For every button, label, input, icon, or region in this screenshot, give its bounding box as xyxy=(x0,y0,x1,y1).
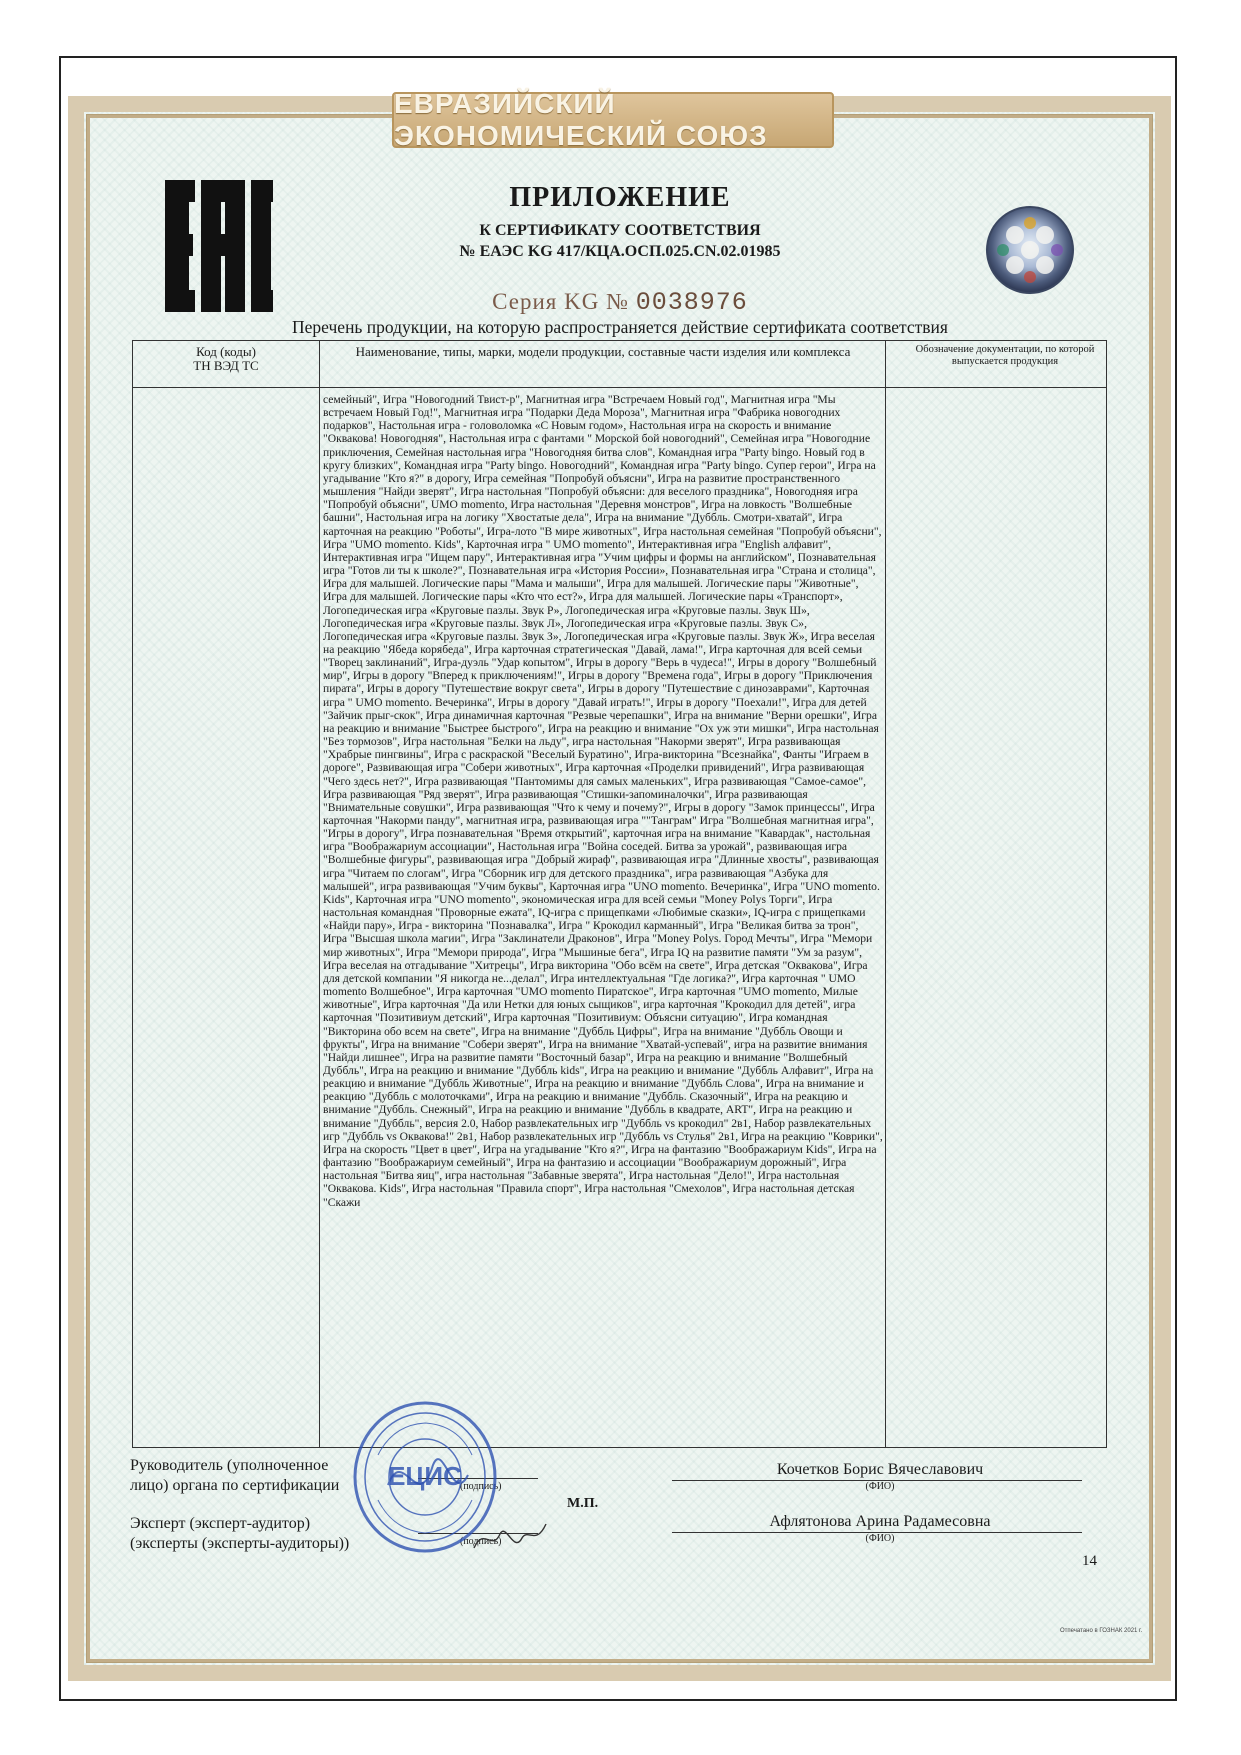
signature-caption: (подпись) xyxy=(460,1481,502,1492)
head-label: Руководитель (уполноченное лицо) органа по сертификации xyxy=(130,1457,340,1494)
document-subtitle: К СЕРТИФИКАТУ СООТВЕТСТВИЯ xyxy=(479,222,761,239)
expert-name: Афлятонова Арина Радамесовна xyxy=(769,1513,991,1530)
name-caption: (ФИО) xyxy=(865,1533,895,1544)
signature-caption: (подпись) xyxy=(460,1536,502,1547)
header-documentation: Обозначение документации, по которой выпускается продукция xyxy=(915,344,1095,367)
expert-label: Эксперт (эксперт-аудитор) (эксперты (эксперты-аудиторы)) xyxy=(130,1515,350,1552)
page-number: 14 xyxy=(1082,1553,1097,1569)
series-label: Серия KG № xyxy=(492,289,630,314)
header-divider xyxy=(133,387,1106,388)
products-table xyxy=(132,340,1107,1448)
hologram-seal-icon xyxy=(985,205,1075,295)
printer-note: Отпечатано в ГОЗНАК 2021 г. xyxy=(1060,1628,1143,1634)
series-value: 0038976 xyxy=(635,288,748,317)
column-divider xyxy=(319,341,320,1447)
product-list-text: семейный", Игра "Новогодний Твист-р", Магнитная игра "Встречаем Новый год", Магнитная игра "Мы встречаем Новый Год!", Магнитная игра "Подарки Деда Мороза", Магнитная игра "Фабрика новогодних подарков", Настольная игра - головоломка «С Новым годом», Настольная игра на скорость и внимание "Оквакова! Новогодняя", Настольная игра с фантами " Морской бой новогодний", Семейная игра "Новогодние приключения, Семейная настольная игра "Новогодняя битва слов", Командная игра "Party bingo. Новый год в кругу близких", Командная игра "Party bingo. Новогодний", Командная игра "Party bingo. Супер герои", Игра на угадывание "Кто я?" в дорогу, Игра семейная "Попробуй объясни", Игра на развитие пространственного мышления "Найди зверят", Игра настольная "Попробуй объясни: для веселого праздника", Новогодняя игра "Попробуй объясни", UMO momento, Игра настольная "Деревня монстров", Игра на ловкость "Волшебные башни", Настольная игра на логику "Хвостатые дела", Игра на внимание "Дуббль. Смотри-хватай", Игра карточная на реакцию "Роботы", Игра-лото "В мире животных", Игра настольная семейная "Попробуй объясни", Игра "UMO momento. Kids", Карточная игра " UMO momento", Интерактивная игра "English алфавит", Интерактивная игра "Ищем пару", Интерактивная игра "Учим цифры и формы на английском", Познавательная игра "Готов ли ты к школе?", Познавательная игра «История России», Познавательная игра "Страна и столица", Игра для малышей. Логические пары "Мама и малыши", Игра для малышей. Логические пары "Животные", Игра для малышей. Логические пары «Кто что ест?», Игра для малышей. Логические пары «Транспорт», Логопедическая игра «Круговые пазлы. Звук Р», Логопедическая игра «Круговые пазлы. Звук Ш», Логопедическая игра «Круговые пазлы. Звук Л», Логопедическая игра «Круговые пазлы. Звук С», Логопедическая игра «Круговые пазлы. Звук З», Логопедическая игра «Круговые пазлы. Звук Ж», Игра веселая на реакцию "Ябеда корябеда", Игра карточная стратегическая "Давай, лама!", Игра карточная для всей семьи "Творец заклинаний", Игра-дуэль "Удар копытом", Игры в дорогу "Верь в чудеса!", Игры в дорогу "Волшебный мир", Игры в дорогу "Вперед к приключениям!", Игры в дорогу "Времена года", Игры в дорогу "Приключения пирата", Игры в дорогу "Путешествие вокруг света", Игры в дорогу "Путешествие с динозаврами", Карточная игра " UMO momento. Вечеринка", Игры в дорогу "Давай играть!", Игры в дорогу "Поехали!", Игра для детей "Зайчик прыг-скок", Игра динамичная карточная "Резвые черепашки", Игра на внимание "Верни орешки", Игра на реакцию и внимание "Быстрее быстрого", Игра на реакцию и внимание "Ох уж эти мишки", Игра настольная "Без тормозов", Игра настольная "Белки на льду", игра настольная "Накорми зверят", Игра развивающая "Храбрые пингвины", Игра с раскраской "Веселый Буратино", Игра-викторина "Всезнайка", Фанты "Играем в дороге", Развивающая игра "Собери животных", Игра карточная «Проделки привидений", Игра развивающая "Чего здесь нет?", Игра развивающая "Пантомимы для самых маленьких", Игра развивающая "Самое-самое", Игра развивающая "Ряд зверят", Игра развивающая "Стишки-запоминалочки", Игра развивающая "Внимательные совушки", Игра развивающая "Что к чему и почему?", Игры в дорогу "Замок принцессы", Игра карточная "Накорми панду", магнитная игра, развивающая игра ""Танграм" Игра "Волшебная магнитная игра", "Игры в дорогу", Игра познавательная "Время открытий", карточная игра на внимание "Кавардак", настольная игра "Воображариум ассоциации", Настольная игра "Война соседей. Битва за урожай", развивающая игра "Волшебные фигуры", развивающая игра "Добрый жираф", развивающая игра "Длинные хвосты", развивающая игра "Читаем по слогам", Игра "Сборник игр для детского праздника", игра развивающая "Азбука для малышей", игра развивающая "Учим буквы", Карточная игра "UNO momento. Вечеринка", Игра "UNO momento. Kids", Карточная игра "UNO momento", экономическая игра для всей семьи "Money Polys Торги", Игра настольная командная "Проворные ежата", IQ-игра с прищепками «Любимые сказки», IQ-игра с прищепками «Найди пару», Игра - викторина "Познавалка", Игра " Крокодил карманный", Игра "Великая битва за трон", Игра "Высшая школа магии", Игра "Заклинатели Драконов", Игра "Money Polys. Город Мечты", Игра "Мемори мир животных", Игра "Мемори природа", Игра "Мышиные бега", Игра IQ на развитие памяти "Ум за разум", Игра веселая на отгадывание "Хитрецы", Игра викторина "Обо всём на свете", Игра детская "Оквакова", Игра для детской компании "Я никогда не...делал", Игра интеллектуальная "Где логика?", Игра карточная " UMO momento Волшебное", Игра карточная "UMO momento Пиратское", Игра карточная "UMO momento, Милые животные", Игра карточная "Да или Нетки для юных сыщиков", игра карточная "Крокодил для детей", игра карточная "Позитивиум детский", Игра карточная "Позитивиум: Объясни ситуацию", Игра командная "Викторина обо всем на свете", Игра на внимание "Дуббль Цифры", Игра на внимание "Дуббль Овощи и фрукты", Игра на внимание "Собери зверят", Игра на внимание "Хватай-успевай", игра на развитие внимания "Найди лишнее", Игра на развитие памяти "Восточный базар", Игра на реакцию и внимание "Волшебный Дуббль", Игра на реакцию и внимание "Дуббль kids", Игра на реакцию и внимание "Дуббль Алфавит", Игра на реакцию и внимание "Дуббль Животные", Игра на реакцию и внимание "Дуббль Слова", Игра на внимание и реакцию "Дуббль с молоточками", Игра на реакцию и внимание "Дуббль. Сказочный", Игра на реакцию и внимание "Дуббль. Снежный", Игра на реакцию и внимание "Дуббль в квадрате, ART", Игра на реакцию и внимание "Дуббль", версия 2.0, Набор развлекательных игр "Дуббль vs крокодил" 2в1, Набор развлекательных игр "Дуббль vs Оквакова!" 2в1, Набор развлекательных игр "Дуббль vs Стулья" 2в1, Игра на реакцию "Коврики", Игра на скорость "Цвет в цвет", Игра на угадывание "Кто я?", Игра на фантазию "Воображариум Kids", Игра на фантазию "Воображариум семейный", Игра на фантазию и ассоциации "Воображариум дорожный", Игра настольная "Битва яиц", игра настольная "Забавные зверята", Игра настольная "Дело!", Игра настольная "Оквакова. Kids", Игра настольная "Правила спорт", Игра настольная "Смехолов", Игра настольная детская "Скажи xyxy=(323,393,883,1209)
stamp-text: ЕЦИС xyxy=(388,1461,462,1491)
seal-place-label: М.П. xyxy=(567,1496,599,1511)
handwritten-signature-icon xyxy=(470,1518,550,1558)
eaeu-banner: ЕВРАЗИЙСКИЙ ЭКОНОМИЧЕСКИЙ СОЮЗ xyxy=(392,92,834,148)
header-code: Код (коды) ТН ВЭД ТС xyxy=(193,344,259,373)
list-caption: Перечень продукции, на которую распространяется действие сертификата соответствия xyxy=(292,317,948,337)
header-product-name: Наименование, типы, марки, модели продукции, составные части изделия или комплекса xyxy=(355,344,851,359)
column-divider xyxy=(885,341,886,1447)
series-number xyxy=(300,288,940,317)
name-caption: (ФИО) xyxy=(865,1481,895,1492)
eac-logo-icon xyxy=(163,172,273,320)
certificate-number: № ЕАЭС KG 417/КЦА.ОСП.025.CN.02.01985 xyxy=(459,243,781,260)
head-name: Кочетков Борис Вячеславович xyxy=(776,1461,984,1478)
document-title: ПРИЛОЖЕНИЕ xyxy=(509,182,731,213)
